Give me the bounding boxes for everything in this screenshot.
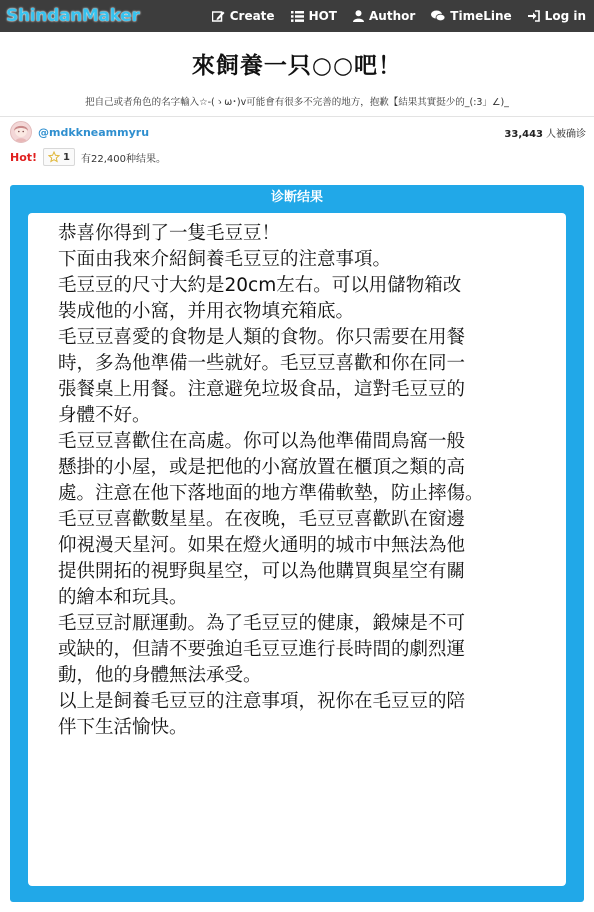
top-navbar xyxy=(0,0,594,32)
hot-badge: Hot! xyxy=(10,150,38,164)
result-line: 毛豆豆喜歡數星星。在夜晚，毛豆豆喜歡趴在窗邊 xyxy=(58,509,466,530)
author-info xyxy=(10,121,149,143)
nav-author-link[interactable] xyxy=(353,9,415,23)
result-text-area xyxy=(28,213,566,886)
result-line: 毛豆豆喜歡住在高處。你可以為他準備間鳥窩一般 xyxy=(58,431,466,452)
result-line: 動，他的身體無法承受。 xyxy=(58,665,262,686)
result-line: 的繪本和玩具。 xyxy=(58,587,188,608)
result-line: 時，多為他準備一些就好。毛豆豆喜歡和你在同一 xyxy=(58,353,466,374)
result-panel xyxy=(10,185,584,902)
result-line: 伴下生活愉快。 xyxy=(58,717,188,738)
nav-login-link[interactable] xyxy=(528,9,586,23)
list-icon xyxy=(291,11,304,22)
result-line: 下面由我來介紹飼養毛豆豆的注意事項。 xyxy=(58,249,392,270)
favorite-button[interactable] xyxy=(43,148,75,166)
nav-timeline-link[interactable] xyxy=(431,9,511,23)
result-line: 毛豆豆的尺寸大約是20cm左右。可以用儲物箱改 xyxy=(58,275,462,296)
diagnosed-count-number: 33,443 xyxy=(504,128,543,140)
result-line: 或缺的，但請不要強迫毛豆豆進行長時間的劇烈運 xyxy=(58,639,466,660)
result-header: 诊断结果 xyxy=(270,190,323,205)
login-icon xyxy=(528,10,540,22)
diagnosed-count xyxy=(504,125,586,140)
author-link[interactable]: @mdkkneammyru xyxy=(38,125,150,139)
favorite-count: 1 xyxy=(63,151,71,163)
result-line: 毛豆豆討厭運動。為了毛豆豆的健康，鍛煉是不可 xyxy=(58,613,466,634)
avatar[interactable] xyxy=(10,121,32,143)
avatar-image xyxy=(11,122,31,142)
result-line: 張餐桌上用餐。注意避免垃圾食品，這對毛豆豆的 xyxy=(58,379,466,400)
result-line: 仰視漫天星河。如果在燈火通明的城市中無法為他 xyxy=(58,535,466,556)
nav-create-link[interactable] xyxy=(212,9,275,23)
edit-icon xyxy=(212,10,225,22)
diagnosed-count-suffix: 人被确诊 xyxy=(546,128,586,140)
nav-menu xyxy=(196,9,586,23)
stats-row xyxy=(0,143,594,167)
chat-icon xyxy=(431,10,445,22)
nav-login-label: Log in xyxy=(544,9,586,23)
nav-hot-label: HOT xyxy=(308,9,337,23)
result-line: 處。注意在他下落地面的地方準備軟墊，防止摔傷。 xyxy=(58,483,484,504)
result-line: 毛豆豆喜愛的食物是人類的食物。你只需要在用餐 xyxy=(58,327,466,348)
result-line: 身體不好。 xyxy=(58,405,151,426)
result-line: 裝成他的小窩，并用衣物填充箱底。 xyxy=(58,301,355,322)
author-row xyxy=(0,117,594,143)
page-description: 把自己或者角色的名字輸入☆-(ゝω･)v可能會有很多不完善的地方，抱歉【結果其實挺少的_(:3」∠)_ xyxy=(85,97,509,108)
site-logo[interactable]: ShindanMaker xyxy=(6,6,140,26)
nav-author-label: Author xyxy=(369,9,416,23)
result-line: 懸掛的小屋，或是把他的小窩放置在櫃頂之類的高 xyxy=(58,457,466,478)
page-title: 來飼養一只○○吧！ xyxy=(191,53,403,79)
star-icon xyxy=(48,151,60,163)
result-line: 恭喜你得到了一隻毛豆豆！ xyxy=(58,223,281,244)
nav-create-label: Create xyxy=(229,9,275,23)
user-icon xyxy=(353,10,364,22)
result-line: 以上是飼養毛豆豆的注意事項，祝你在毛豆豆的陪 xyxy=(58,691,466,712)
results-count: 有22,400种结果。 xyxy=(81,153,167,165)
nav-hot-link[interactable] xyxy=(291,9,337,23)
nav-timeline-label: TimeLine xyxy=(450,9,512,23)
result-line: 提供開拓的視野與星空，可以為他購買與星空有關 xyxy=(58,561,466,582)
